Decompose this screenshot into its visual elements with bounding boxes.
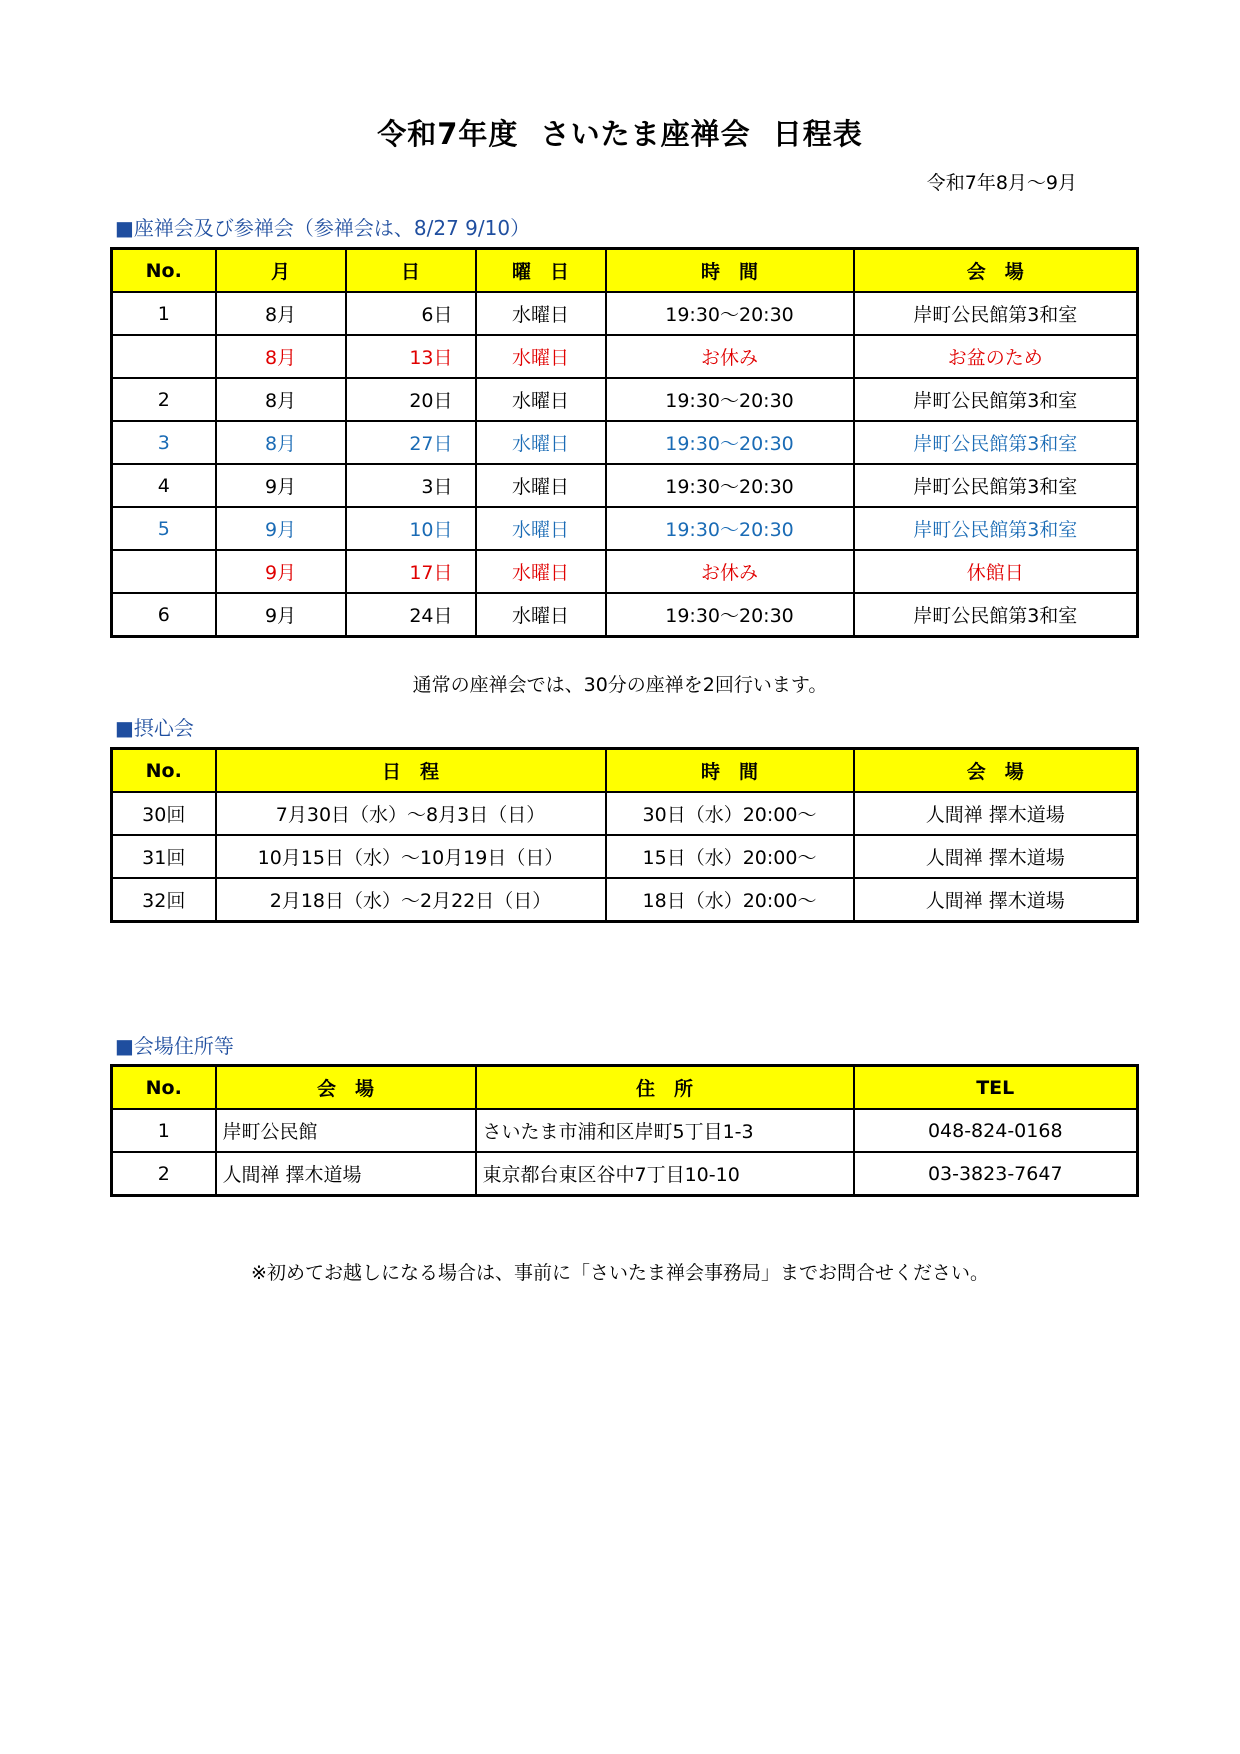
cell-weekday: 水曜日: [476, 292, 606, 335]
cell-weekday: 水曜日: [476, 378, 606, 421]
cell-venue: 岸町公民館第3和室: [854, 464, 1138, 507]
header-weekday: 曜 日: [476, 249, 606, 293]
cell-no: [112, 335, 216, 378]
cell-month: 8月: [216, 421, 346, 464]
cell-time: 30日（水）20:00～: [606, 792, 854, 835]
cell-venue: 休館日: [854, 550, 1138, 593]
cell-schedule: 2月18日（水）～2月22日（日）: [216, 878, 606, 922]
cell-venue: 人間禅 擇木道場: [854, 835, 1138, 878]
schedule-row: [112, 593, 1138, 637]
cell-month: 8月: [216, 378, 346, 421]
sesshin-row: [112, 792, 1138, 835]
cell-time: 19:30～20:30: [606, 464, 854, 507]
header-no: No.: [112, 1066, 216, 1110]
cell-no: [112, 550, 216, 593]
cell-day: 10日: [346, 507, 476, 550]
schedule-row: [112, 335, 1138, 378]
schedule-row: [112, 292, 1138, 335]
cell-time: 19:30～20:30: [606, 378, 854, 421]
cell-tel: 048-824-0168: [854, 1109, 1138, 1152]
cell-venue: 岸町公民館第3和室: [854, 593, 1138, 637]
cell-month: 9月: [216, 464, 346, 507]
header-venue: 会 場: [854, 749, 1138, 793]
cell-venue: 岸町公民館: [216, 1109, 476, 1152]
cell-month: 9月: [216, 507, 346, 550]
schedule-row: [112, 464, 1138, 507]
cell-month: 8月: [216, 335, 346, 378]
cell-schedule: 10月15日（水）～10月19日（日）: [216, 835, 606, 878]
cell-venue: お盆のため: [854, 335, 1138, 378]
cell-no: 32回: [112, 878, 216, 922]
venue-row: [112, 1152, 1138, 1196]
cell-day: 27日: [346, 421, 476, 464]
venue-header-row: [112, 1066, 1138, 1110]
cell-weekday: 水曜日: [476, 421, 606, 464]
cell-schedule: 7月30日（水）～8月3日（日）: [216, 792, 606, 835]
venue-row: [112, 1109, 1138, 1152]
cell-time: 15日（水）20:00～: [606, 835, 854, 878]
header-venue: 会 場: [216, 1066, 476, 1110]
header-time: 時 間: [606, 749, 854, 793]
cell-time: 19:30～20:30: [606, 507, 854, 550]
cell-tel: 03-3823-7647: [854, 1152, 1138, 1196]
cell-month: 8月: [216, 292, 346, 335]
cell-no: 1: [112, 1109, 216, 1152]
sesshin-row: [112, 835, 1138, 878]
cell-time: お休み: [606, 550, 854, 593]
header-no: No.: [112, 749, 216, 793]
schedule-row: [112, 421, 1138, 464]
cell-no: 30回: [112, 792, 216, 835]
section-label-schedule: ■座禅会及び参禅会（参禅会は、8/27 9/10）: [115, 216, 531, 240]
cell-weekday: 水曜日: [476, 593, 606, 637]
cell-weekday: 水曜日: [476, 550, 606, 593]
schedule-table: [110, 247, 1139, 638]
header-tel: TEL: [854, 1066, 1138, 1110]
cell-no: 3: [112, 421, 216, 464]
footer-note: ※初めてお越しになる場合は、事前に「さいたま禅会事務局」までお問合せください。: [251, 1262, 989, 1284]
cell-day: 6日: [346, 292, 476, 335]
cell-venue: 人間禅 擇木道場: [216, 1152, 476, 1196]
cell-time: 19:30～20:30: [606, 593, 854, 637]
cell-time: 18日（水）20:00～: [606, 878, 854, 922]
header-month: 月: [216, 249, 346, 293]
cell-no: 5: [112, 507, 216, 550]
schedule-note: 通常の座禅会では、30分の座禅を2回行います。: [412, 674, 828, 696]
schedule-row: [112, 378, 1138, 421]
cell-no: 2: [112, 1152, 216, 1196]
header-address: 住 所: [476, 1066, 854, 1110]
section-label-venues: ■会場住所等: [115, 1034, 234, 1058]
cell-no: 1: [112, 292, 216, 335]
cell-venue: 岸町公民館第3和室: [854, 292, 1138, 335]
header-schedule: 日 程: [216, 749, 606, 793]
sesshin-row: [112, 878, 1138, 922]
cell-day: 3日: [346, 464, 476, 507]
section-label-sesshin: ■摂心会: [115, 716, 194, 740]
cell-day: 17日: [346, 550, 476, 593]
sesshin-header-row: [112, 749, 1138, 793]
cell-month: 9月: [216, 593, 346, 637]
period-date: 令和7年8月～9月: [926, 172, 1077, 194]
cell-day: 20日: [346, 378, 476, 421]
sesshin-table: [110, 747, 1139, 923]
cell-month: 9月: [216, 550, 346, 593]
cell-time: お休み: [606, 335, 854, 378]
cell-time: 19:30～20:30: [606, 421, 854, 464]
page-title: 令和7年度 さいたま座禅会 日程表: [377, 117, 863, 151]
cell-no: 2: [112, 378, 216, 421]
schedule-row: [112, 550, 1138, 593]
cell-venue: 岸町公民館第3和室: [854, 507, 1138, 550]
schedule-row: [112, 507, 1138, 550]
cell-weekday: 水曜日: [476, 507, 606, 550]
cell-address: 東京都台東区谷中7丁目10-10: [476, 1152, 854, 1196]
cell-weekday: 水曜日: [476, 464, 606, 507]
cell-address: さいたま市浦和区岸町5丁目1-3: [476, 1109, 854, 1152]
cell-no: 4: [112, 464, 216, 507]
schedule-header-row: [112, 249, 1138, 293]
cell-venue: 岸町公民館第3和室: [854, 421, 1138, 464]
header-venue: 会 場: [854, 249, 1138, 293]
cell-weekday: 水曜日: [476, 335, 606, 378]
cell-time: 19:30～20:30: [606, 292, 854, 335]
cell-venue: 人間禅 擇木道場: [854, 878, 1138, 922]
header-day: 日: [346, 249, 476, 293]
cell-venue: 人間禅 擇木道場: [854, 792, 1138, 835]
cell-venue: 岸町公民館第3和室: [854, 378, 1138, 421]
header-time: 時 間: [606, 249, 854, 293]
header-no: No.: [112, 249, 216, 293]
venue-table: [110, 1064, 1139, 1197]
cell-day: 24日: [346, 593, 476, 637]
cell-day: 13日: [346, 335, 476, 378]
cell-no: 6: [112, 593, 216, 637]
cell-no: 31回: [112, 835, 216, 878]
